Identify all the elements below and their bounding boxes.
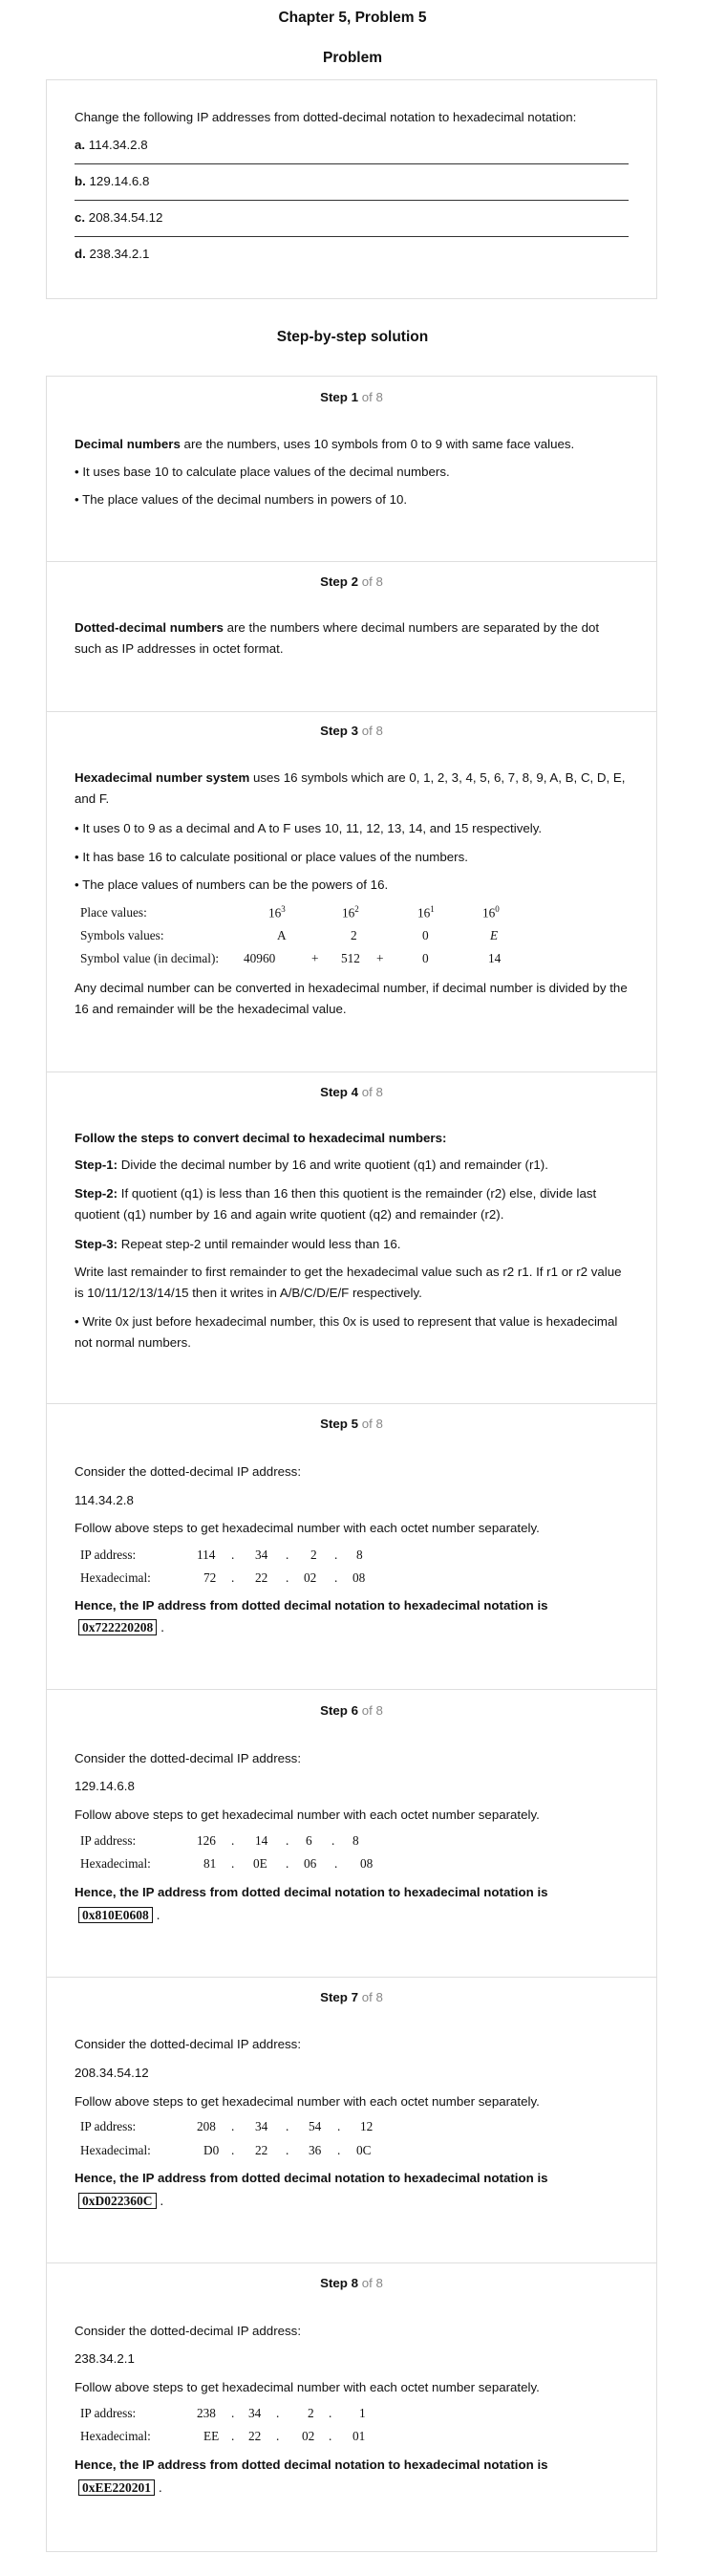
hence-text: Hence, the IP address from dotted decimal notation to hexadecimal notation is	[75, 1885, 548, 1899]
step-3-definition: Hexadecimal number system uses 16 symbols which are 0, 1, 2, 3, 4, 5, 6, 7, 8, 9, A, B, C, D, E, and F.	[75, 770, 626, 806]
dot: .	[331, 1833, 335, 1848]
step-1-bullet: • It uses base 10 to calculate place values of the decimal numbers.	[75, 465, 450, 479]
hex-label: Hexadecimal:	[80, 1856, 151, 1871]
table-cell: $16^2$	[342, 904, 359, 920]
step-2-header: Step 2 of 8	[320, 574, 383, 589]
answer-box: 0xEE220201	[78, 2479, 155, 2496]
step-divider	[46, 1977, 657, 1978]
hex-octet: 08	[360, 1856, 374, 1871]
divider	[75, 163, 629, 164]
step-5-header: Step 5 of 8	[320, 1417, 383, 1431]
dot: .	[231, 1856, 235, 1871]
answer: 0x810E0608 .	[78, 1907, 160, 1923]
hex-octet: 72	[203, 1570, 217, 1585]
dot: .	[231, 1548, 235, 1562]
hex-label: Hexadecimal:	[80, 1570, 151, 1585]
problem-intro: Change the following IP addresses from dotted-decimal notation to hexadecimal notation:	[75, 110, 577, 124]
step-8-header: Step 8 of 8	[320, 2276, 383, 2290]
hex-label: Hexadecimal:	[80, 2429, 151, 2443]
answer: 0x722220208 .	[78, 1619, 164, 1635]
table-label: Place values:	[80, 905, 147, 920]
dot: .	[231, 2119, 235, 2133]
table-label: Symbol value (in decimal):	[80, 951, 220, 965]
hex-octet: 22	[255, 1570, 268, 1585]
hex-octet: 0C	[356, 2143, 372, 2157]
step-4-paragraph: Write last remainder to first remainder to get the hexadecimal value such as r2 r1. If r1 or r2 value is 10/11/12/13/14/15 then it writes in A/B/C/D/E/F respectively.	[75, 1265, 622, 1300]
dot: .	[286, 1833, 289, 1848]
dot: .	[276, 2429, 280, 2443]
table-cell: 0	[422, 928, 429, 942]
hex-octet: 36	[309, 2143, 322, 2157]
table-label: Symbols values:	[80, 928, 164, 942]
answer-box: 0x722220208	[78, 1619, 157, 1635]
problem-item-b: b. 129.14.6.8	[75, 174, 150, 188]
table-cell: E	[490, 928, 499, 942]
ip-label: IP address:	[80, 1833, 137, 1848]
step-divider	[46, 711, 657, 712]
follow-text: Follow above steps to get hexadecimal number with each octet number separately.	[75, 2380, 540, 2394]
dot: .	[286, 1570, 289, 1585]
hex-label: Hexadecimal:	[80, 2143, 151, 2157]
hence-text: Hence, the IP address from dotted decimal notation to hexadecimal notation is	[75, 2457, 548, 2472]
octet: 12	[360, 2119, 374, 2133]
step-1-header: Step 1 of 8	[320, 390, 383, 404]
octet: 14	[255, 1833, 268, 1848]
answer-box: 0xD022360C	[78, 2193, 157, 2209]
octet: 114	[197, 1548, 216, 1562]
dot: .	[334, 1856, 338, 1871]
octet: 54	[309, 2119, 322, 2133]
dot: .	[334, 1548, 338, 1562]
table-cell: $16^3$	[268, 904, 286, 920]
octet: 126	[197, 1833, 216, 1848]
step-1-definition: Decimal numbers are the numbers, uses 10 symbols from 0 to 9 with same face values.	[75, 437, 575, 451]
page-title: Chapter 5, Problem 5	[278, 10, 427, 26]
step-1-bullet: • The place values of the decimal numbers in powers of 10.	[75, 492, 408, 507]
hex-octet: 22	[255, 2143, 268, 2157]
follow-text: Follow above steps to get hexadecimal number with each octet number separately.	[75, 2094, 540, 2109]
problem-item-a: a. 114.34.2.8	[75, 138, 148, 152]
ip-value: 129.14.6.8	[75, 1779, 135, 1793]
consider-text: Consider the dotted-decimal IP address:	[75, 2037, 302, 2051]
dot: .	[329, 2406, 332, 2420]
answer: 0xEE220201 .	[78, 2479, 162, 2496]
consider-text: Consider the dotted-decimal IP address:	[75, 2324, 302, 2338]
hex-octet: D0	[203, 2143, 220, 2157]
step-4-heading: Follow the steps to convert decimal to hexadecimal numbers:	[75, 1131, 447, 1145]
octet: 1	[359, 2406, 366, 2420]
table-plus: +	[376, 951, 384, 965]
dot: .	[231, 2406, 235, 2420]
hex-octet: 0E	[253, 1856, 267, 1871]
hex-octet: 06	[304, 1856, 317, 1871]
consider-text: Consider the dotted-decimal IP address:	[75, 1464, 302, 1479]
table-plus: +	[311, 951, 319, 965]
hex-octet: 81	[203, 1856, 217, 1871]
ip-label: IP address:	[80, 1548, 137, 1562]
dot: .	[334, 1570, 338, 1585]
step-3-header: Step 3 of 8	[320, 724, 383, 738]
problem-item-c: c. 208.34.54.12	[75, 210, 163, 225]
octet: 8	[352, 1833, 359, 1848]
step-3-bullet: • It uses 0 to 9 as a decimal and A to F uses 10, 11, 12, 13, 14, and 15 respectively.	[75, 821, 543, 835]
step-2-definition: Dotted-decimal numbers are the numbers where decimal numbers are separated by the dot such as IP addresses in octet format.	[75, 620, 600, 656]
step-4-substep: Step-1: Divide the decimal number by 16 and write quotient (q1) and remainder (r1).	[75, 1158, 548, 1172]
solution-heading: Step-by-step solution	[276, 329, 429, 345]
octet: 8	[356, 1548, 363, 1562]
dot: .	[286, 1856, 289, 1871]
step-divider	[46, 1689, 657, 1690]
octet: 2	[310, 1548, 317, 1562]
octet: 34	[255, 1548, 268, 1562]
consider-text: Consider the dotted-decimal IP address:	[75, 1751, 302, 1765]
step-divider	[46, 1403, 657, 1404]
follow-text: Follow above steps to get hexadecimal number with each octet number separately.	[75, 1521, 540, 1535]
step-3-conclusion: Any decimal number can be converted in hexadecimal number, if decimal number is divided by the 16 and remainder will be the hexadecimal value.	[75, 981, 628, 1016]
table-cell: 40960	[244, 951, 276, 965]
octet: 2	[308, 2406, 314, 2420]
step-divider	[46, 2262, 657, 2263]
dot: .	[231, 1570, 235, 1585]
follow-text: Follow above steps to get hexadecimal number with each octet number separately.	[75, 1808, 540, 1822]
hex-octet: 02	[304, 1570, 317, 1585]
dot: .	[276, 2406, 280, 2420]
answer: 0xD022360C .	[78, 2193, 163, 2209]
dot: .	[286, 2143, 289, 2157]
octet: 6	[306, 1833, 312, 1848]
step-4-substep: Step-2: If quotient (q1) is less than 16 then this quotient is the remainder (r2) else, divide last quotient (q1) number by 16 and again write quotient (q2) and remainder (r2).	[75, 1186, 597, 1222]
divider	[75, 200, 629, 201]
octet: 34	[248, 2406, 262, 2420]
octet: 238	[197, 2406, 216, 2420]
problem-heading: Problem	[322, 50, 382, 66]
hex-octet: 08	[352, 1570, 366, 1585]
table-cell: A	[277, 928, 287, 942]
table-cell: 2	[351, 928, 357, 942]
table-cell: $16^0$	[482, 904, 500, 920]
step-3-bullet: • The place values of numbers can be the powers of 16.	[75, 877, 389, 892]
dot: .	[337, 2143, 341, 2157]
problem-item-d: d. 238.34.2.1	[75, 247, 150, 261]
ip-value: 238.34.2.1	[75, 2351, 135, 2366]
table-cell: 14	[488, 951, 502, 965]
dot: .	[231, 1833, 235, 1848]
hex-octet: 22	[248, 2429, 262, 2443]
octet: 34	[255, 2119, 268, 2133]
octet: 208	[197, 2119, 216, 2133]
table-cell: 0	[422, 951, 429, 965]
dot: .	[286, 2119, 289, 2133]
hence-text: Hence, the IP address from dotted decimal notation to hexadecimal notation is	[75, 1598, 548, 1613]
table-cell: 512	[341, 951, 360, 965]
dot: .	[337, 2119, 341, 2133]
step-4-substep: Step-3: Repeat step-2 until remainder would less than 16.	[75, 1237, 401, 1251]
ip-label: IP address:	[80, 2406, 137, 2420]
divider	[75, 236, 629, 237]
dot: .	[231, 2143, 235, 2157]
step-4-header: Step 4 of 8	[320, 1085, 383, 1099]
step-divider	[46, 561, 657, 562]
answer-box: 0x810E0608	[78, 1907, 153, 1923]
hex-octet: 01	[352, 2429, 366, 2443]
hex-octet: EE	[203, 2429, 220, 2443]
dot: .	[286, 1548, 289, 1562]
ip-value: 208.34.54.12	[75, 2066, 149, 2080]
dot: .	[329, 2429, 332, 2443]
table-cell: $16^1$	[417, 904, 435, 920]
ip-label: IP address:	[80, 2119, 137, 2133]
dot: .	[231, 2429, 235, 2443]
hex-octet: 02	[302, 2429, 315, 2443]
step-4-bullet: • Write 0x just before hexadecimal number, this 0x is used to represent that value is hexadecimal not normal numbers.	[75, 1314, 618, 1350]
step-7-header: Step 7 of 8	[320, 1990, 383, 2004]
step-3-bullet: • It has base 16 to calculate positional or place values of the numbers.	[75, 850, 468, 864]
step-6-header: Step 6 of 8	[320, 1703, 383, 1718]
hence-text: Hence, the IP address from dotted decimal notation to hexadecimal notation is	[75, 2171, 548, 2185]
ip-value: 114.34.2.8	[75, 1493, 134, 1507]
